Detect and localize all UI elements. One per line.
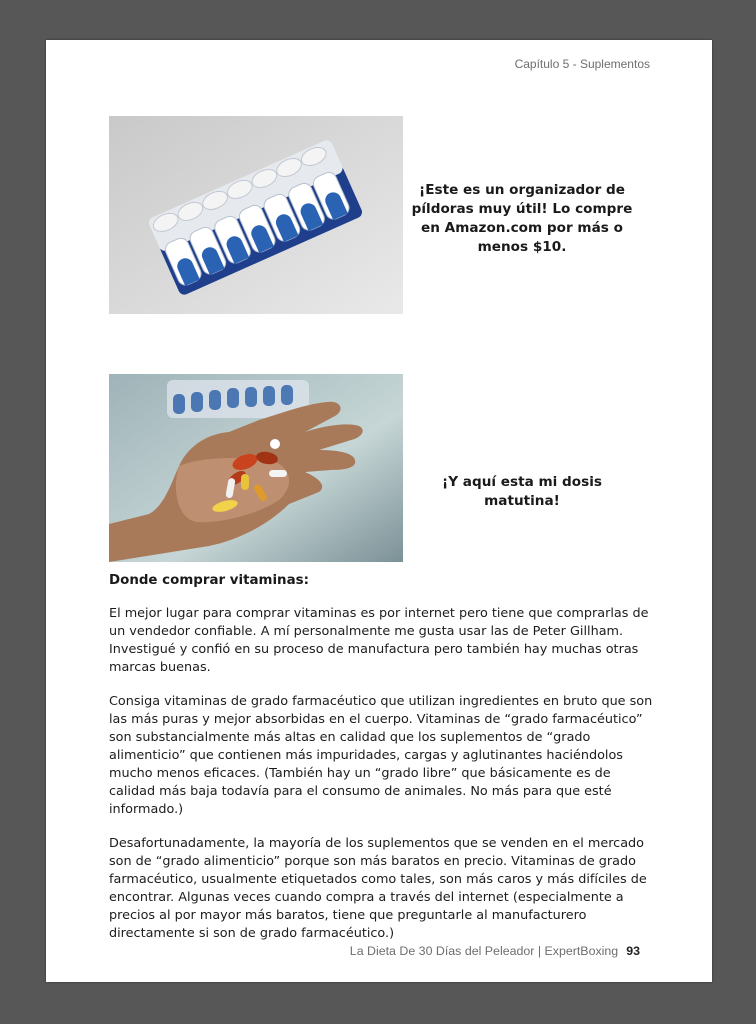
- body-text: [109, 605, 654, 959]
- section-heading: Donde comprar vitaminas:: [109, 573, 309, 588]
- book-title: La Dieta De 30 Días del Peleador | ExpertBoxing: [349, 944, 619, 958]
- morning-dose-photo: [109, 374, 403, 562]
- paragraph-2: Consiga vitaminas de grado farmacéutico que utilizan ingredientes en bruto que son las más puras y mejor absorbidas en el cuerpo. Vitaminas de “grado farmacéutico” son substancialmente más altas en calidad que los suplementos de “grado alimenticio” que contienen más impuridades, cargas y aglutinantes haciéndolos mucho menos eficaces. (También hay un “grado libre” que básicamente es de calidad más baja todavía para el consumo de animales. No más para que esté informado.): [109, 694, 653, 817]
- page-footer: [350, 944, 640, 958]
- pill-organizer-caption: ¡Este es un organizador de píldoras muy útil! Lo compre en Amazon.com por más o menos $10.: [411, 182, 633, 255]
- morning-dose-caption: ¡Y aquí esta mi dosis matutina!: [442, 474, 602, 509]
- paragraph-1: El mejor lugar para comprar vitaminas es por internet pero tiene que comprarlas de un vendedor confiable. A mí personalmente me gusta usar las de Peter Gillham. Investigué y confió en su proceso de manufactura pero también hay muchas otras marcas buenas.: [109, 606, 649, 675]
- document-page: [46, 40, 712, 982]
- page-number: 93: [626, 944, 640, 958]
- paragraph-3: Desafortunadamente, la mayoría de los suplementos que se venden en el mercado son de “grado alimenticio” porque son más baratos en precio. Vitaminas de grado farmacéutico, usualmente etiquetados como tales, son más caros y más difíciles de encontrar. Algunas veces cuando compra a través del internet (especialmente a precios al por mayor más baratos, tiene que preguntarle al manufacturero directamente si son de grado farmacéutico.): [109, 836, 647, 941]
- chapter-header: Capítulo 5 - Suplementos: [514, 57, 650, 71]
- pill-organizer-photo: [109, 116, 403, 314]
